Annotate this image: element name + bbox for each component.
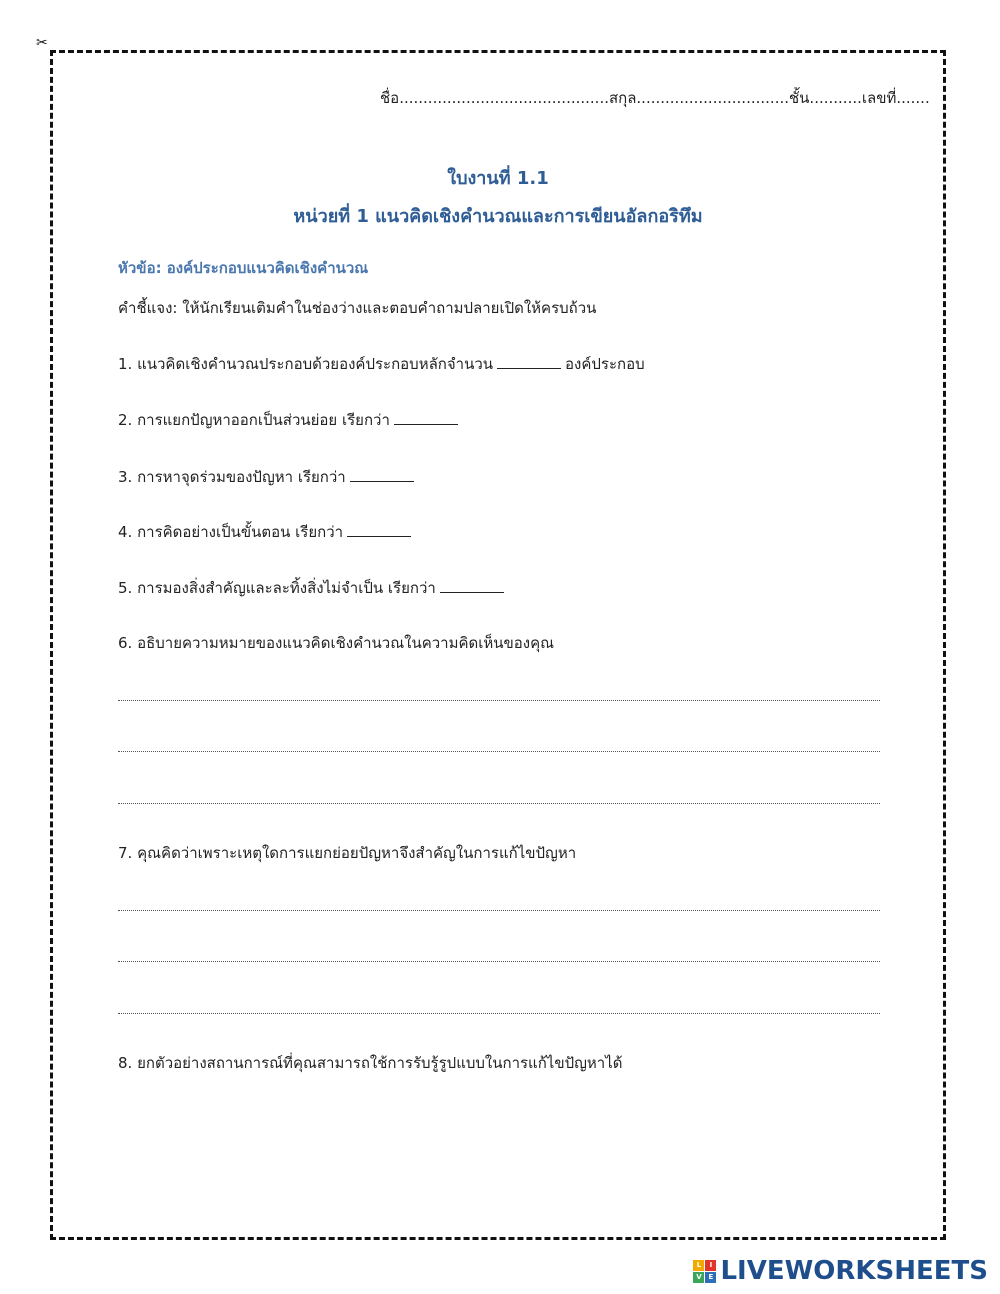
question-3-text: 3. การหาจุดร่วมของปัญหา เรียกว่า xyxy=(118,468,346,486)
logo-text: LIVEWORKSHEETS xyxy=(720,1256,988,1286)
scissors-icon: ✂ xyxy=(36,35,48,51)
unit-title: หน่วยที่ 1 แนวคิดเชิงคำนวณและการเขียนอัลกอริทึม xyxy=(293,206,703,227)
logo-mark-e: E xyxy=(705,1272,716,1283)
instruction-text: คำชี้แจง: ให้นักเรียนเติมคำในช่องว่างและตอบคำถามปลายเปิดให้ครบถ้วน xyxy=(118,299,597,317)
question-8 xyxy=(118,1051,623,1075)
question-5 xyxy=(118,576,508,600)
logo-mark-v: V xyxy=(693,1272,704,1283)
topic-heading: หัวข้อ: องค์ประกอบแนวคิดเชิงคำนวณ xyxy=(118,259,369,277)
answer-line-7-3[interactable] xyxy=(118,1013,880,1014)
logo-mark-l: L xyxy=(693,1260,704,1271)
liveworksheets-logo xyxy=(693,1256,988,1286)
question-6 xyxy=(118,631,554,655)
answer-blank-2[interactable] xyxy=(394,410,458,425)
question-6-text: 6. อธิบายความหมายของแนวคิดเชิงคำนวณในความคิดเห็นของคุณ xyxy=(118,634,555,652)
answer-blank-3[interactable] xyxy=(350,467,414,482)
answer-blank-5[interactable] xyxy=(440,578,504,593)
question-8-text: 8. ยกตัวอย่างสถานการณ์ที่คุณสามารถใช้การรับรู้รูปแบบในการแก้ไขปัญหาได้ xyxy=(118,1054,623,1072)
answer-blank-4[interactable] xyxy=(347,522,411,537)
question-4 xyxy=(118,520,415,544)
question-4-text: 4. การคิดอย่างเป็นขั้นตอน เรียกว่า xyxy=(118,523,344,541)
answer-blank-1[interactable] xyxy=(497,354,561,369)
question-7-text: 7. คุณคิดว่าเพราะเหตุใดการแยกย่อยปัญหาจึงสำคัญในการแก้ไขปัญหา xyxy=(118,844,577,862)
student-info-line: ชื่อ............................................สกุล................................ชั้น...........เลขที่....... xyxy=(380,89,930,107)
answer-line-6-3[interactable] xyxy=(118,803,880,804)
answer-line-7-1[interactable] xyxy=(118,910,880,911)
question-1-text: 1. แนวคิดเชิงคำนวณประกอบด้วยองค์ประกอบหลักจำนวน xyxy=(118,355,493,373)
answer-line-7-2[interactable] xyxy=(118,961,880,962)
question-3 xyxy=(118,465,418,489)
question-1 xyxy=(118,352,645,376)
worksheet-title: ใบงานที่ 1.1 xyxy=(447,168,549,189)
question-2 xyxy=(118,408,462,432)
answer-line-6-1[interactable] xyxy=(118,700,880,701)
question-5-text: 5. การมองสิ่งสำคัญและละทิ้งสิ่งไม่จำเป็น เรียกว่า xyxy=(118,579,436,597)
logo-mark-icon xyxy=(693,1260,716,1283)
question-2-text: 2. การแยกปัญหาออกเป็นส่วนย่อย เรียกว่า xyxy=(118,411,390,429)
logo-mark-i: I xyxy=(705,1260,716,1271)
question-1-suffix: องค์ประกอบ xyxy=(565,355,645,373)
question-7 xyxy=(118,841,576,865)
answer-line-6-2[interactable] xyxy=(118,751,880,752)
